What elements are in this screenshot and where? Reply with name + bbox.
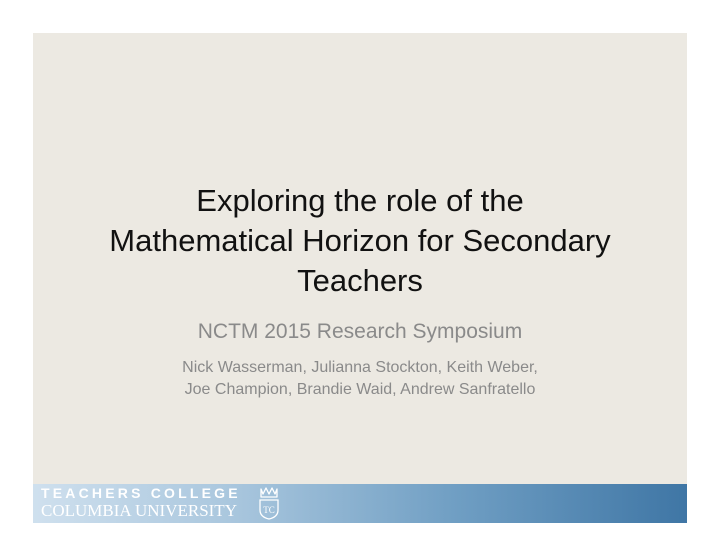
logo-teachers-college: TEACHERS COLLEGE [41,485,241,501]
title-line-1: Exploring the role of the [196,183,524,218]
slide-subtitle: NCTM 2015 Research Symposium [197,320,523,343]
slide [33,33,687,523]
crown-shield-icon [257,486,281,520]
slide-title [33,181,687,301]
title-line-3: Teachers [297,263,423,298]
author-list [33,357,687,401]
author-line-1: Nick Wasserman, Julianna Stockton, Keith Weber, [182,359,538,376]
author-line-2: Joe Champion, Brandie Waid, Andrew Sanfratello [184,381,536,398]
seal-text: TC [263,505,275,515]
logo-columbia-university: COLUMBIA UNIVERSITY [41,501,237,520]
title-line-2: Mathematical Horizon for Secondary [109,223,611,258]
